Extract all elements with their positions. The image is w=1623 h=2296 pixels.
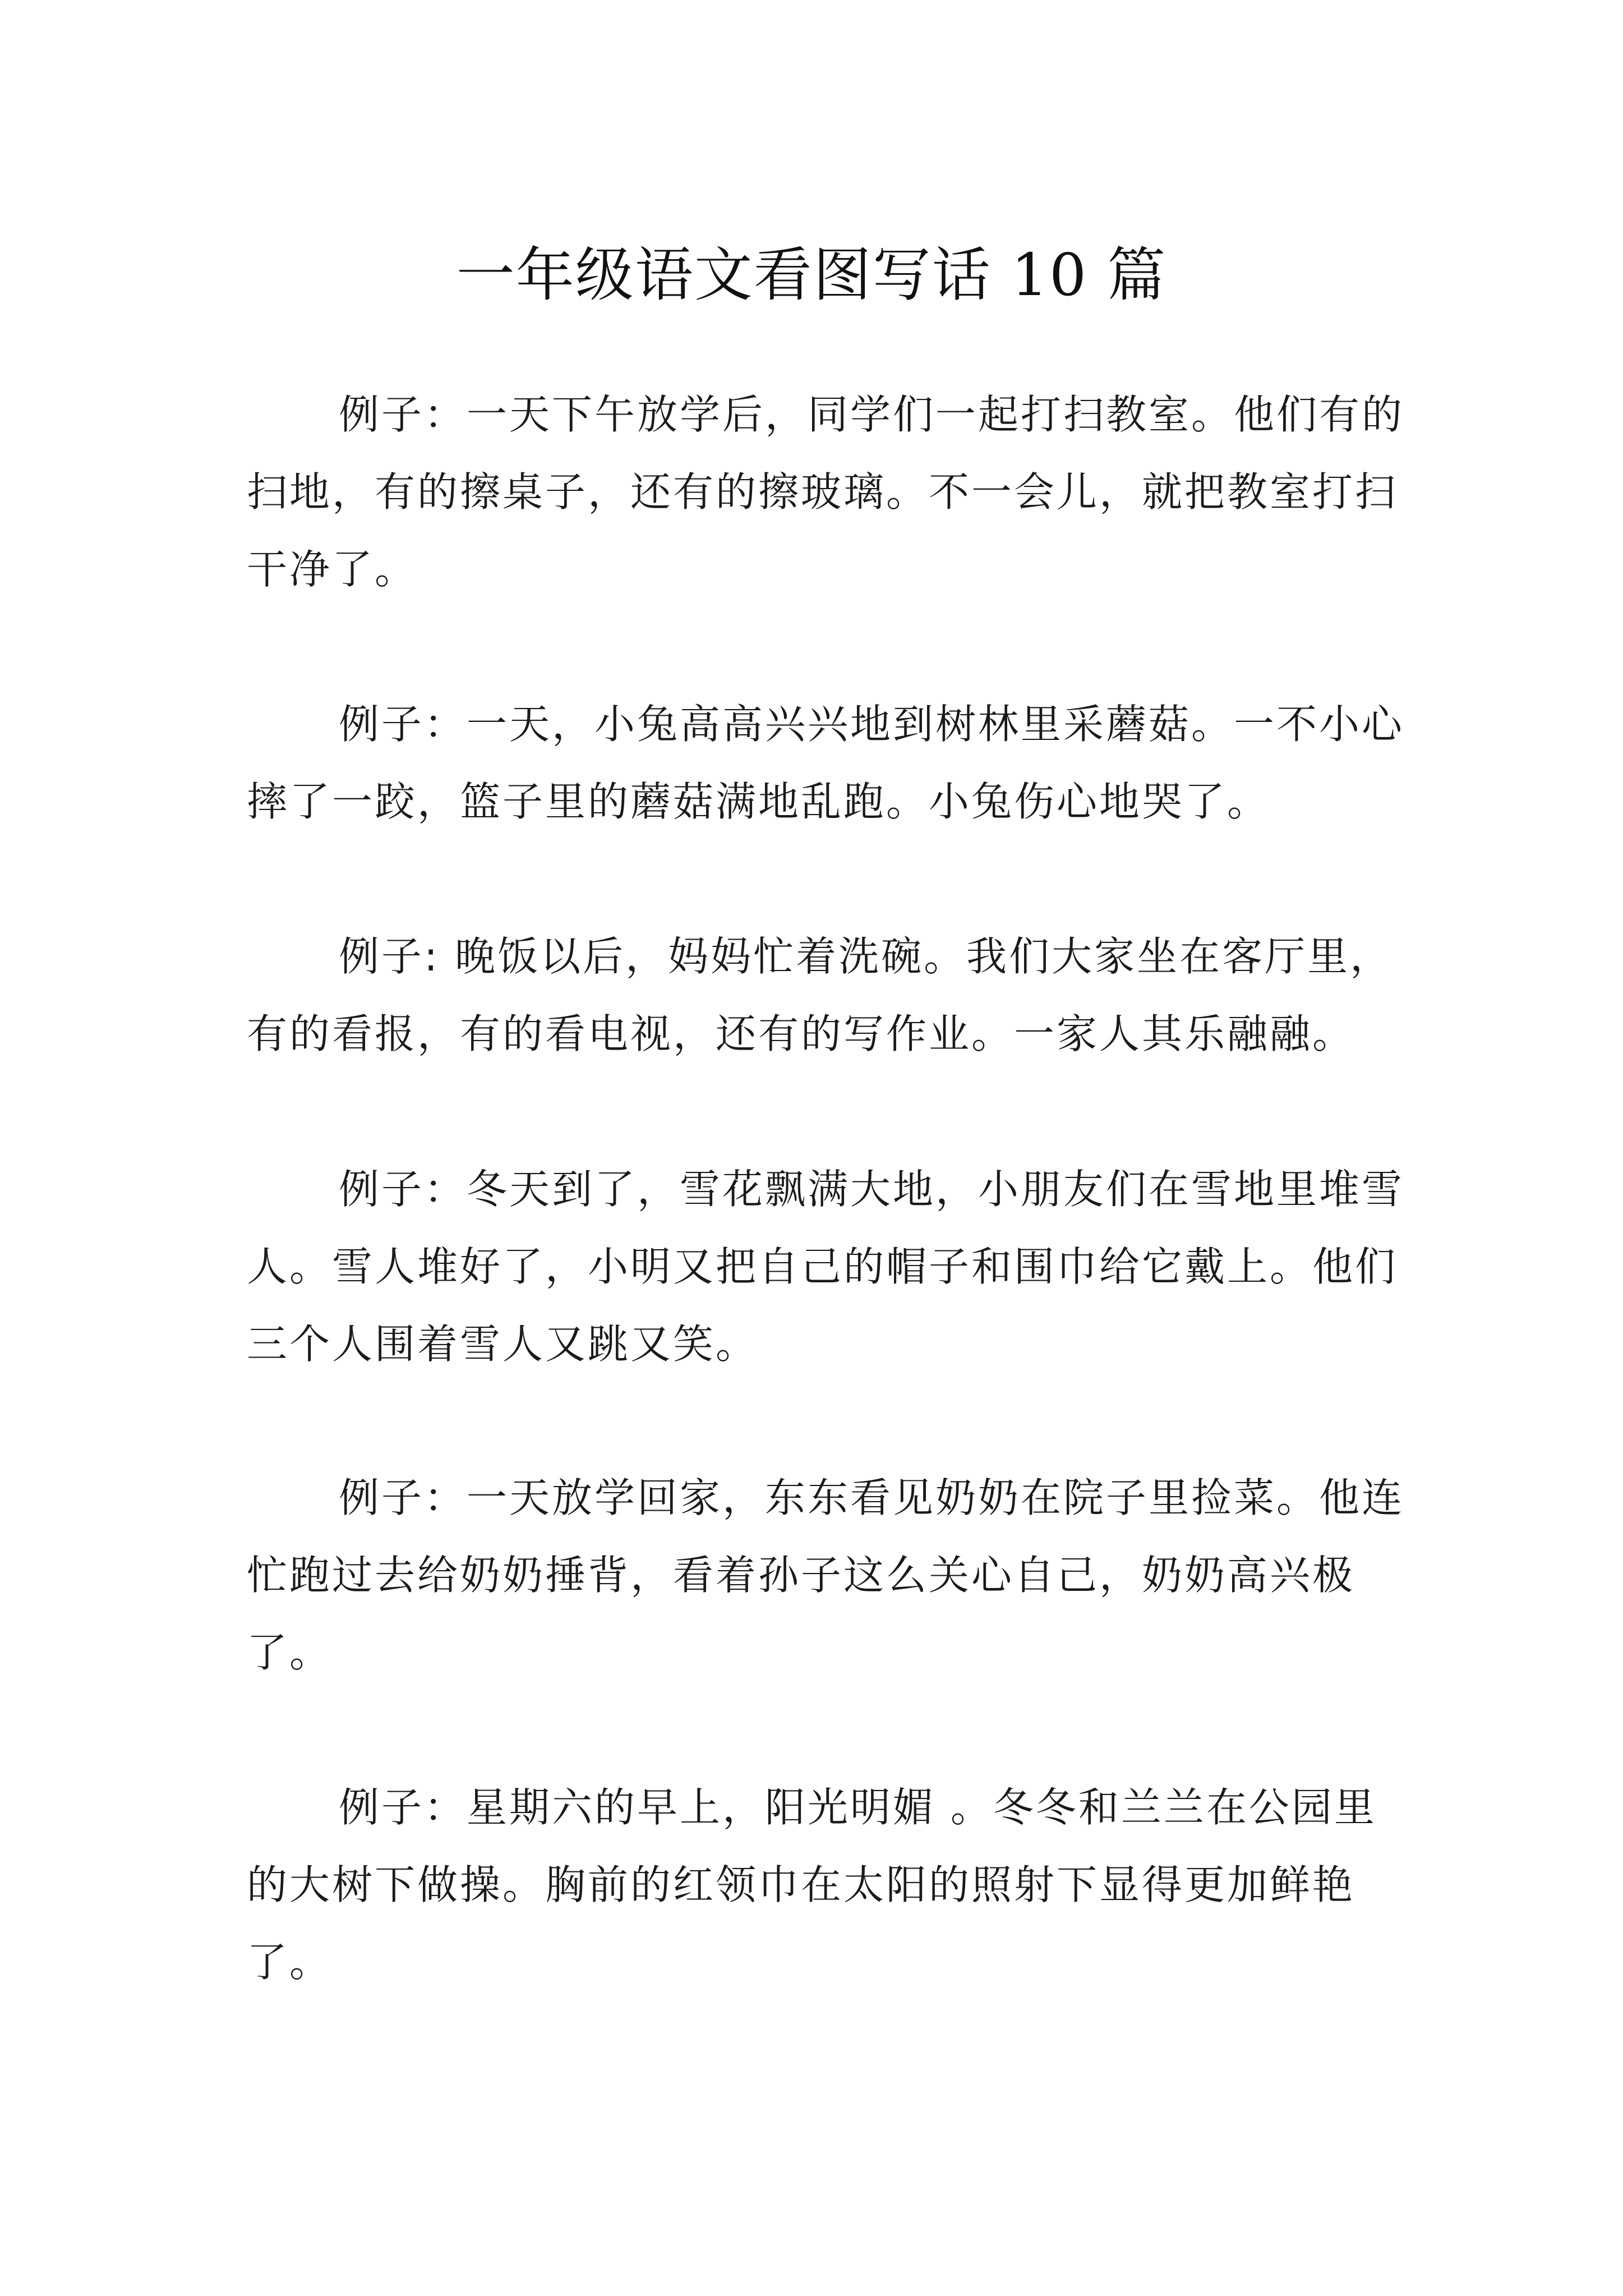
paragraph-2: 例子：一天，小兔高高兴兴地到树林里采蘑菇。一不小心摔了一跤，篮子里的蘑菇满地乱跑。小兔伤心地哭了。 xyxy=(247,701,1405,825)
paragraph-1: 例子：一天下午放学后，同学们一起打扫教室。他们有的扫地，有的擦桌子，还有的擦玻璃。不一会儿，就把教室打扫干净了。 xyxy=(247,391,1405,593)
paragraph-5: 例子：一天放学回家，东东看见奶奶在院子里捡菜。他连忙跑过去给奶奶捶背，看着孙子这么关心自己，奶奶高兴极了。 xyxy=(247,1474,1405,1676)
paragraph-6: 例子：星期六的早上，阳光明媚 。冬冬和兰兰在公园里的大树下做操。胸前的红领巾在太阳的照射下显得更加鲜艳了。 xyxy=(247,1784,1377,1986)
paragraph-3: 例子: 晚饭以后，妈妈忙着洗碗。我们大家坐在客厅里，有的看报，有的看电视，还有的写作业。一家人其乐融融。 xyxy=(247,933,1393,1057)
document-title: 一年级语文看图写话 10 篇 xyxy=(456,240,1167,309)
paragraph-4: 例子：冬天到了，雪花飘满大地，小朋友们在雪地里堆雪人。雪人堆好了，小明又把自己的帽子和围巾给它戴上。他们三个人围着雪人又跳又笑。 xyxy=(247,1166,1405,1368)
